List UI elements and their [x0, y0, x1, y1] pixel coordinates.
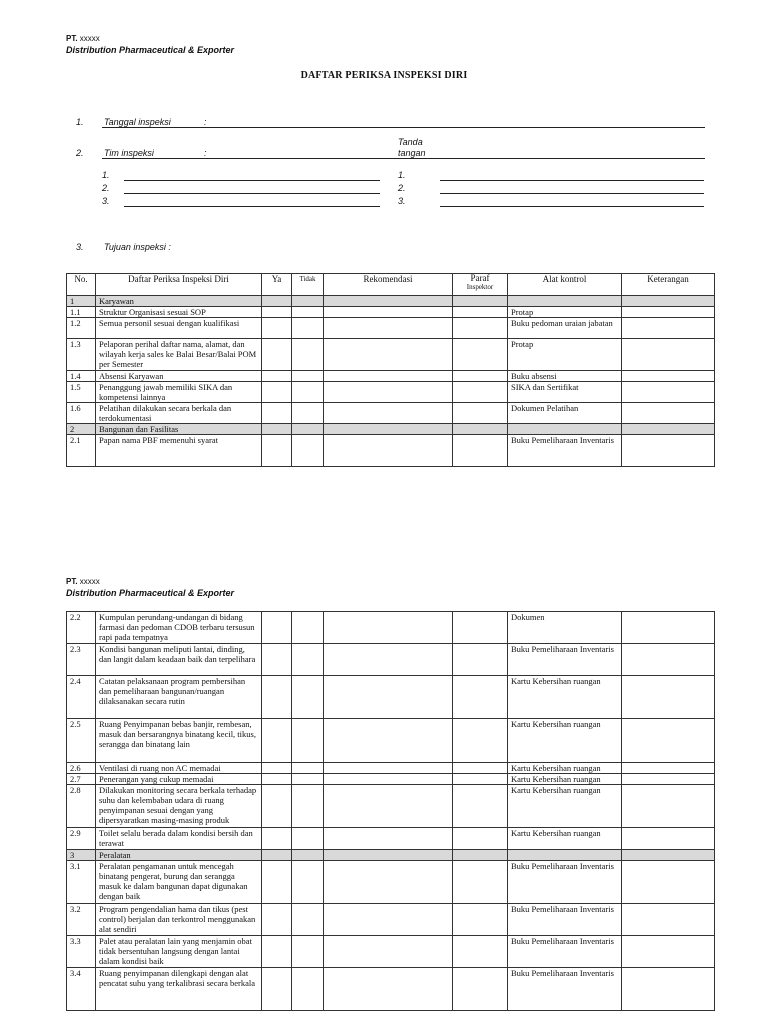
page-2-pt-name: xxxxx — [79, 577, 100, 586]
row-item: Pelatihan dilakukan secara berkala dan terdokumentasi — [96, 403, 262, 424]
cell-alat-kontrol: Kartu Kebersihan ruangan — [508, 763, 622, 774]
cell-paraf[interactable] — [453, 676, 508, 719]
cell-ya[interactable] — [262, 719, 292, 763]
cell-keterangan[interactable] — [622, 612, 715, 644]
team-member-3-line[interactable] — [124, 206, 380, 207]
field-team-line[interactable] — [102, 158, 705, 159]
cell-keterangan[interactable] — [622, 435, 715, 467]
cell-paraf[interactable] — [453, 850, 508, 861]
row-item: Penanggung jawab memiliki SIKA dan kompetensi lainnya — [96, 382, 262, 403]
field-date-line[interactable] — [102, 127, 705, 128]
cell-keterangan[interactable] — [622, 968, 715, 1011]
cell-paraf[interactable] — [453, 424, 508, 435]
table-row — [67, 719, 715, 763]
row-number: 2 — [67, 424, 96, 435]
cell-ya[interactable] — [262, 382, 292, 403]
cell-alat-kontrol: Buku pedoman uraian jabatan — [508, 318, 622, 339]
page-title: DAFTAR PERIKSA INSPEKSI DIRI — [300, 70, 468, 81]
cell-paraf[interactable] — [453, 828, 508, 850]
company-pt-label — [66, 34, 100, 43]
cell-alat-kontrol: Buku Pemeliharaan Inventaris — [508, 968, 622, 1011]
cell-keterangan[interactable] — [622, 763, 715, 774]
cell-keterangan[interactable] — [622, 307, 715, 318]
cell-ya[interactable] — [262, 850, 292, 861]
cell-paraf[interactable] — [453, 968, 508, 1011]
cell-alat-kontrol: Kartu Kebersihan ruangan — [508, 828, 622, 850]
cell-keterangan[interactable] — [622, 861, 715, 904]
cell-ya[interactable] — [262, 403, 292, 424]
cell-keterangan[interactable] — [622, 339, 715, 371]
cell-ya[interactable] — [262, 644, 292, 676]
cell-tidak[interactable] — [292, 828, 324, 850]
cell-rekomendasi[interactable] — [324, 719, 453, 763]
cell-tidak[interactable] — [292, 339, 324, 371]
signature-2-line[interactable] — [440, 193, 704, 194]
cell-rekomendasi[interactable] — [324, 612, 453, 644]
header-paraf — [453, 274, 508, 296]
pt-prefix: PT. — [66, 34, 78, 43]
cell-alat-kontrol: Dokumen Pelatihan — [508, 403, 622, 424]
signature-1-line[interactable] — [440, 180, 704, 181]
row-item: Ventilasi di ruang non AC memadai — [96, 763, 262, 774]
row-number: 2.2 — [67, 612, 96, 644]
header-item: Daftar Periksa Inspeksi Diri — [96, 274, 262, 296]
cell-paraf[interactable] — [453, 644, 508, 676]
cell-tidak[interactable] — [292, 719, 324, 763]
table-row — [67, 612, 715, 644]
row-item: Struktur Organisasi sesuai SOP — [96, 307, 262, 318]
row-item: Dilakukan monitoring secara berkala terhadap suhu dan kelembaban udara di ruang penyimpanan sesuai dengan yang dipersyaratkan masing-masing produk — [96, 785, 262, 828]
cell-paraf[interactable] — [453, 936, 508, 968]
row-number: 3.3 — [67, 936, 96, 968]
row-number: 1.3 — [67, 339, 96, 371]
cell-tidak[interactable] — [292, 424, 324, 435]
header-tidak: Tidak — [292, 274, 324, 296]
row-item: Palet atau peralatan lain yang menjamin obat tidak bersentuhan langsung dengan lantai dalam kondisi baik — [96, 936, 262, 968]
cell-alat-kontrol: Kartu Kebersihan ruangan — [508, 774, 622, 785]
cell-rekomendasi[interactable] — [324, 644, 453, 676]
cell-keterangan[interactable] — [622, 296, 715, 307]
cell-paraf[interactable] — [453, 861, 508, 904]
cell-tidak[interactable] — [292, 403, 324, 424]
field-3-number: 3. — [76, 242, 84, 252]
cell-keterangan[interactable] — [622, 403, 715, 424]
table-row — [67, 318, 715, 339]
table-row — [67, 644, 715, 676]
cell-ya[interactable] — [262, 763, 292, 774]
cell-ya[interactable] — [262, 296, 292, 307]
table-row — [67, 339, 715, 371]
signature-3-number: 3. — [398, 196, 406, 206]
row-number: 1.4 — [67, 371, 96, 382]
team-member-1-line[interactable] — [124, 180, 380, 181]
row-item: Peralatan pengamanan untuk mencegah binatang pengerat, burung dan serangga masuk ke dalam bangunan dapat digunakan dengan baik — [96, 861, 262, 904]
table-row — [67, 968, 715, 1011]
cell-tidak[interactable] — [292, 904, 324, 936]
field-date-colon: : — [204, 117, 207, 127]
header-inspektor-label: Inspektor — [466, 283, 494, 291]
cell-alat-kontrol: Kartu Kebersihan ruangan — [508, 785, 622, 828]
cell-keterangan[interactable] — [622, 850, 715, 861]
cell-rekomendasi[interactable] — [324, 307, 453, 318]
table-row — [67, 382, 715, 403]
row-number: 3.4 — [67, 968, 96, 1011]
cell-alat-kontrol — [508, 424, 622, 435]
cell-keterangan[interactable] — [622, 318, 715, 339]
cell-rekomendasi[interactable] — [324, 904, 453, 936]
cell-ya[interactable] — [262, 435, 292, 467]
signature-label-1: Tanda — [398, 137, 423, 147]
row-number: 3.1 — [67, 861, 96, 904]
table-row — [67, 861, 715, 904]
cell-keterangan[interactable] — [622, 719, 715, 763]
header-rekomendasi: Rekomendasi — [324, 274, 453, 296]
table-header-row — [67, 274, 715, 296]
cell-tidak[interactable] — [292, 318, 324, 339]
section-row — [67, 424, 715, 435]
cell-paraf[interactable] — [453, 403, 508, 424]
cell-tidak[interactable] — [292, 644, 324, 676]
cell-tidak[interactable] — [292, 774, 324, 785]
header-no: No. — [67, 274, 96, 296]
page-2-pt-prefix: PT. — [66, 577, 78, 586]
cell-alat-kontrol: Buku Pemeliharaan Inventaris — [508, 861, 622, 904]
cell-tidak[interactable] — [292, 296, 324, 307]
cell-ya[interactable] — [262, 968, 292, 1011]
cell-alat-kontrol: Buku absensi — [508, 371, 622, 382]
row-number: 2.4 — [67, 676, 96, 719]
cell-ya[interactable] — [262, 318, 292, 339]
cell-tidak[interactable] — [292, 936, 324, 968]
row-number: 1.5 — [67, 382, 96, 403]
row-number: 1.1 — [67, 307, 96, 318]
row-item: Penerangan yang cukup memadai — [96, 774, 262, 785]
field-date-label: Tanggal inspeksi — [104, 117, 171, 127]
cell-alat-kontrol: Kartu Kebersihan ruangan — [508, 676, 622, 719]
checklist-table-page-2 — [66, 611, 715, 1011]
table-row — [67, 763, 715, 774]
table-row — [67, 403, 715, 424]
row-number: 2.8 — [67, 785, 96, 828]
cell-alat-kontrol — [508, 296, 622, 307]
row-item: Peralatan — [96, 850, 262, 861]
cell-alat-kontrol: Buku Pemeliharaan Inventaris — [508, 936, 622, 968]
cell-ya[interactable] — [262, 307, 292, 318]
row-number: 2.5 — [67, 719, 96, 763]
row-item: Karyawan — [96, 296, 262, 307]
header-keterangan: Keterangan — [622, 274, 715, 296]
signature-2-number: 2. — [398, 183, 406, 193]
team-member-1-number: 1. — [102, 170, 110, 180]
team-member-2-line[interactable] — [124, 193, 380, 194]
cell-rekomendasi[interactable] — [324, 318, 453, 339]
cell-keterangan[interactable] — [622, 644, 715, 676]
cell-ya[interactable] — [262, 339, 292, 371]
cell-rekomendasi[interactable] — [324, 774, 453, 785]
table-row — [67, 774, 715, 785]
cell-paraf[interactable] — [453, 763, 508, 774]
row-item: Kondisi bangunan meliputi lantai, dinding, dan langit dalam keadaan baik dan terpelihara — [96, 644, 262, 676]
cell-rekomendasi[interactable] — [324, 424, 453, 435]
cell-tidak[interactable] — [292, 785, 324, 828]
cell-rekomendasi[interactable] — [324, 763, 453, 774]
cell-paraf[interactable] — [453, 318, 508, 339]
row-item: Papan nama PBF memenuhi syarat — [96, 435, 262, 467]
cell-paraf[interactable] — [453, 382, 508, 403]
cell-ya[interactable] — [262, 828, 292, 850]
cell-tidak[interactable] — [292, 612, 324, 644]
cell-tidak[interactable] — [292, 968, 324, 1011]
cell-keterangan[interactable] — [622, 785, 715, 828]
team-member-3-number: 3. — [102, 196, 110, 206]
row-number: 1 — [67, 296, 96, 307]
cell-paraf[interactable] — [453, 774, 508, 785]
cell-paraf[interactable] — [453, 904, 508, 936]
cell-keterangan[interactable] — [622, 676, 715, 719]
header-ya: Ya — [262, 274, 292, 296]
cell-alat-kontrol: Buku Pemeliharaan Inventaris — [508, 904, 622, 936]
cell-keterangan[interactable] — [622, 936, 715, 968]
cell-rekomendasi[interactable] — [324, 296, 453, 307]
cell-ya[interactable] — [262, 424, 292, 435]
row-number: 3.2 — [67, 904, 96, 936]
cell-paraf[interactable] — [453, 785, 508, 828]
row-number: 1.6 — [67, 403, 96, 424]
cell-alat-kontrol: Buku Pemeliharaan Inventaris — [508, 435, 622, 467]
cell-alat-kontrol: Protap — [508, 339, 622, 371]
page-2-pt-label — [66, 577, 100, 586]
cell-keterangan[interactable] — [622, 382, 715, 403]
cell-tidak[interactable] — [292, 861, 324, 904]
cell-paraf[interactable] — [453, 719, 508, 763]
row-item: Catatan pelaksanaan program pembersihan dan pemeliharaan bangunan/ruangan dilaksanakan secara rutin — [96, 676, 262, 719]
cell-paraf[interactable] — [453, 371, 508, 382]
row-item: Pelaporan perihal daftar nama, alamat, dan wilayah kerja sales ke Balai Besar/Balai POM per Semester — [96, 339, 262, 371]
field-1-number: 1. — [76, 117, 84, 127]
cell-tidak[interactable] — [292, 676, 324, 719]
cell-alat-kontrol: Protap — [508, 307, 622, 318]
team-member-2-number: 2. — [102, 183, 110, 193]
cell-tidak[interactable] — [292, 382, 324, 403]
cell-rekomendasi[interactable] — [324, 850, 453, 861]
section-row — [67, 850, 715, 861]
cell-keterangan[interactable] — [622, 904, 715, 936]
cell-keterangan[interactable] — [622, 774, 715, 785]
row-number: 2.6 — [67, 763, 96, 774]
signature-3-line[interactable] — [440, 206, 704, 207]
row-item: Bangunan dan Fasilitas — [96, 424, 262, 435]
row-item: Program pengendalian hama dan tikus (pest control) berjalan dan terkontrol menggunakan alat sendiri — [96, 904, 262, 936]
header-paraf-label: Paraf — [470, 273, 490, 283]
table-row — [67, 307, 715, 318]
section-row — [67, 296, 715, 307]
cell-ya[interactable] — [262, 774, 292, 785]
field-team-colon: : — [204, 148, 207, 158]
cell-rekomendasi[interactable] — [324, 785, 453, 828]
cell-paraf[interactable] — [453, 307, 508, 318]
row-item: Ruang Penyimpanan bebas banjir, rembesan, masuk dan bersarangnya binatang kecil, tikus, serangga dan binatang lain — [96, 719, 262, 763]
signature-label-2: tangan — [398, 148, 426, 158]
cell-tidak[interactable] — [292, 371, 324, 382]
cell-alat-kontrol — [508, 850, 622, 861]
field-2-number: 2. — [76, 148, 84, 158]
table-row — [67, 785, 715, 828]
company-name: Distribution Pharmaceutical & Exporter — [66, 45, 235, 55]
cell-tidak[interactable] — [292, 763, 324, 774]
cell-rekomendasi[interactable] — [324, 382, 453, 403]
table-row — [67, 371, 715, 382]
cell-rekomendasi[interactable] — [324, 339, 453, 371]
cell-paraf[interactable] — [453, 435, 508, 467]
table-row — [67, 828, 715, 850]
cell-rekomendasi[interactable] — [324, 936, 453, 968]
cell-rekomendasi[interactable] — [324, 828, 453, 850]
cell-keterangan[interactable] — [622, 371, 715, 382]
signature-1-number: 1. — [398, 170, 406, 180]
cell-keterangan[interactable] — [622, 424, 715, 435]
table-row — [67, 435, 715, 467]
cell-alat-kontrol: Buku Pemeliharaan Inventaris — [508, 644, 622, 676]
cell-rekomendasi[interactable] — [324, 968, 453, 1011]
cell-paraf[interactable] — [453, 612, 508, 644]
cell-ya[interactable] — [262, 936, 292, 968]
row-number: 3 — [67, 850, 96, 861]
field-purpose-label: Tujuan inspeksi : — [104, 242, 171, 252]
cell-rekomendasi[interactable] — [324, 676, 453, 719]
cell-rekomendasi[interactable] — [324, 403, 453, 424]
cell-ya[interactable] — [262, 861, 292, 904]
row-item: Semua personil sesuai dengan kualifikasi — [96, 318, 262, 339]
cell-tidak[interactable] — [292, 850, 324, 861]
cell-rekomendasi[interactable] — [324, 371, 453, 382]
cell-ya[interactable] — [262, 676, 292, 719]
row-item: Kumpulan perundang-undangan di bidang farmasi dan pedoman CDOB terbaru tersusun rapi pada tempatnya — [96, 612, 262, 644]
row-item: Toilet selalu berada dalam kondisi bersih dan terawat — [96, 828, 262, 850]
pt-name: xxxxx — [79, 34, 100, 43]
cell-ya[interactable] — [262, 371, 292, 382]
cell-alat-kontrol: Kartu Kebersihan ruangan — [508, 719, 622, 763]
cell-ya[interactable] — [262, 612, 292, 644]
page-2-company-name: Distribution Pharmaceutical & Exporter — [66, 588, 235, 598]
field-team-label: Tim inspeksi — [104, 148, 154, 158]
cell-paraf[interactable] — [453, 339, 508, 371]
cell-ya[interactable] — [262, 785, 292, 828]
cell-rekomendasi[interactable] — [324, 861, 453, 904]
table-row — [67, 904, 715, 936]
row-number: 1.2 — [67, 318, 96, 339]
cell-alat-kontrol: SIKA dan Sertifikat — [508, 382, 622, 403]
cell-paraf[interactable] — [453, 296, 508, 307]
row-item: Absensi Karyawan — [96, 371, 262, 382]
checklist-table-page-1 — [66, 273, 715, 467]
row-item: Ruang penyimpanan dilengkapi dengan alat pencatat suhu yang terkalibrasi secara berkala — [96, 968, 262, 1011]
row-number: 2.3 — [67, 644, 96, 676]
cell-alat-kontrol: Dokumen — [508, 612, 622, 644]
table-row — [67, 936, 715, 968]
cell-ya[interactable] — [262, 904, 292, 936]
cell-tidak[interactable] — [292, 307, 324, 318]
header-alat-kontrol: Alat kontrol — [508, 274, 622, 296]
table-row — [67, 676, 715, 719]
row-number: 2.7 — [67, 774, 96, 785]
cell-rekomendasi[interactable] — [324, 435, 453, 467]
row-number: 2.1 — [67, 435, 96, 467]
cell-keterangan[interactable] — [622, 828, 715, 850]
cell-tidak[interactable] — [292, 435, 324, 467]
row-number: 2.9 — [67, 828, 96, 850]
